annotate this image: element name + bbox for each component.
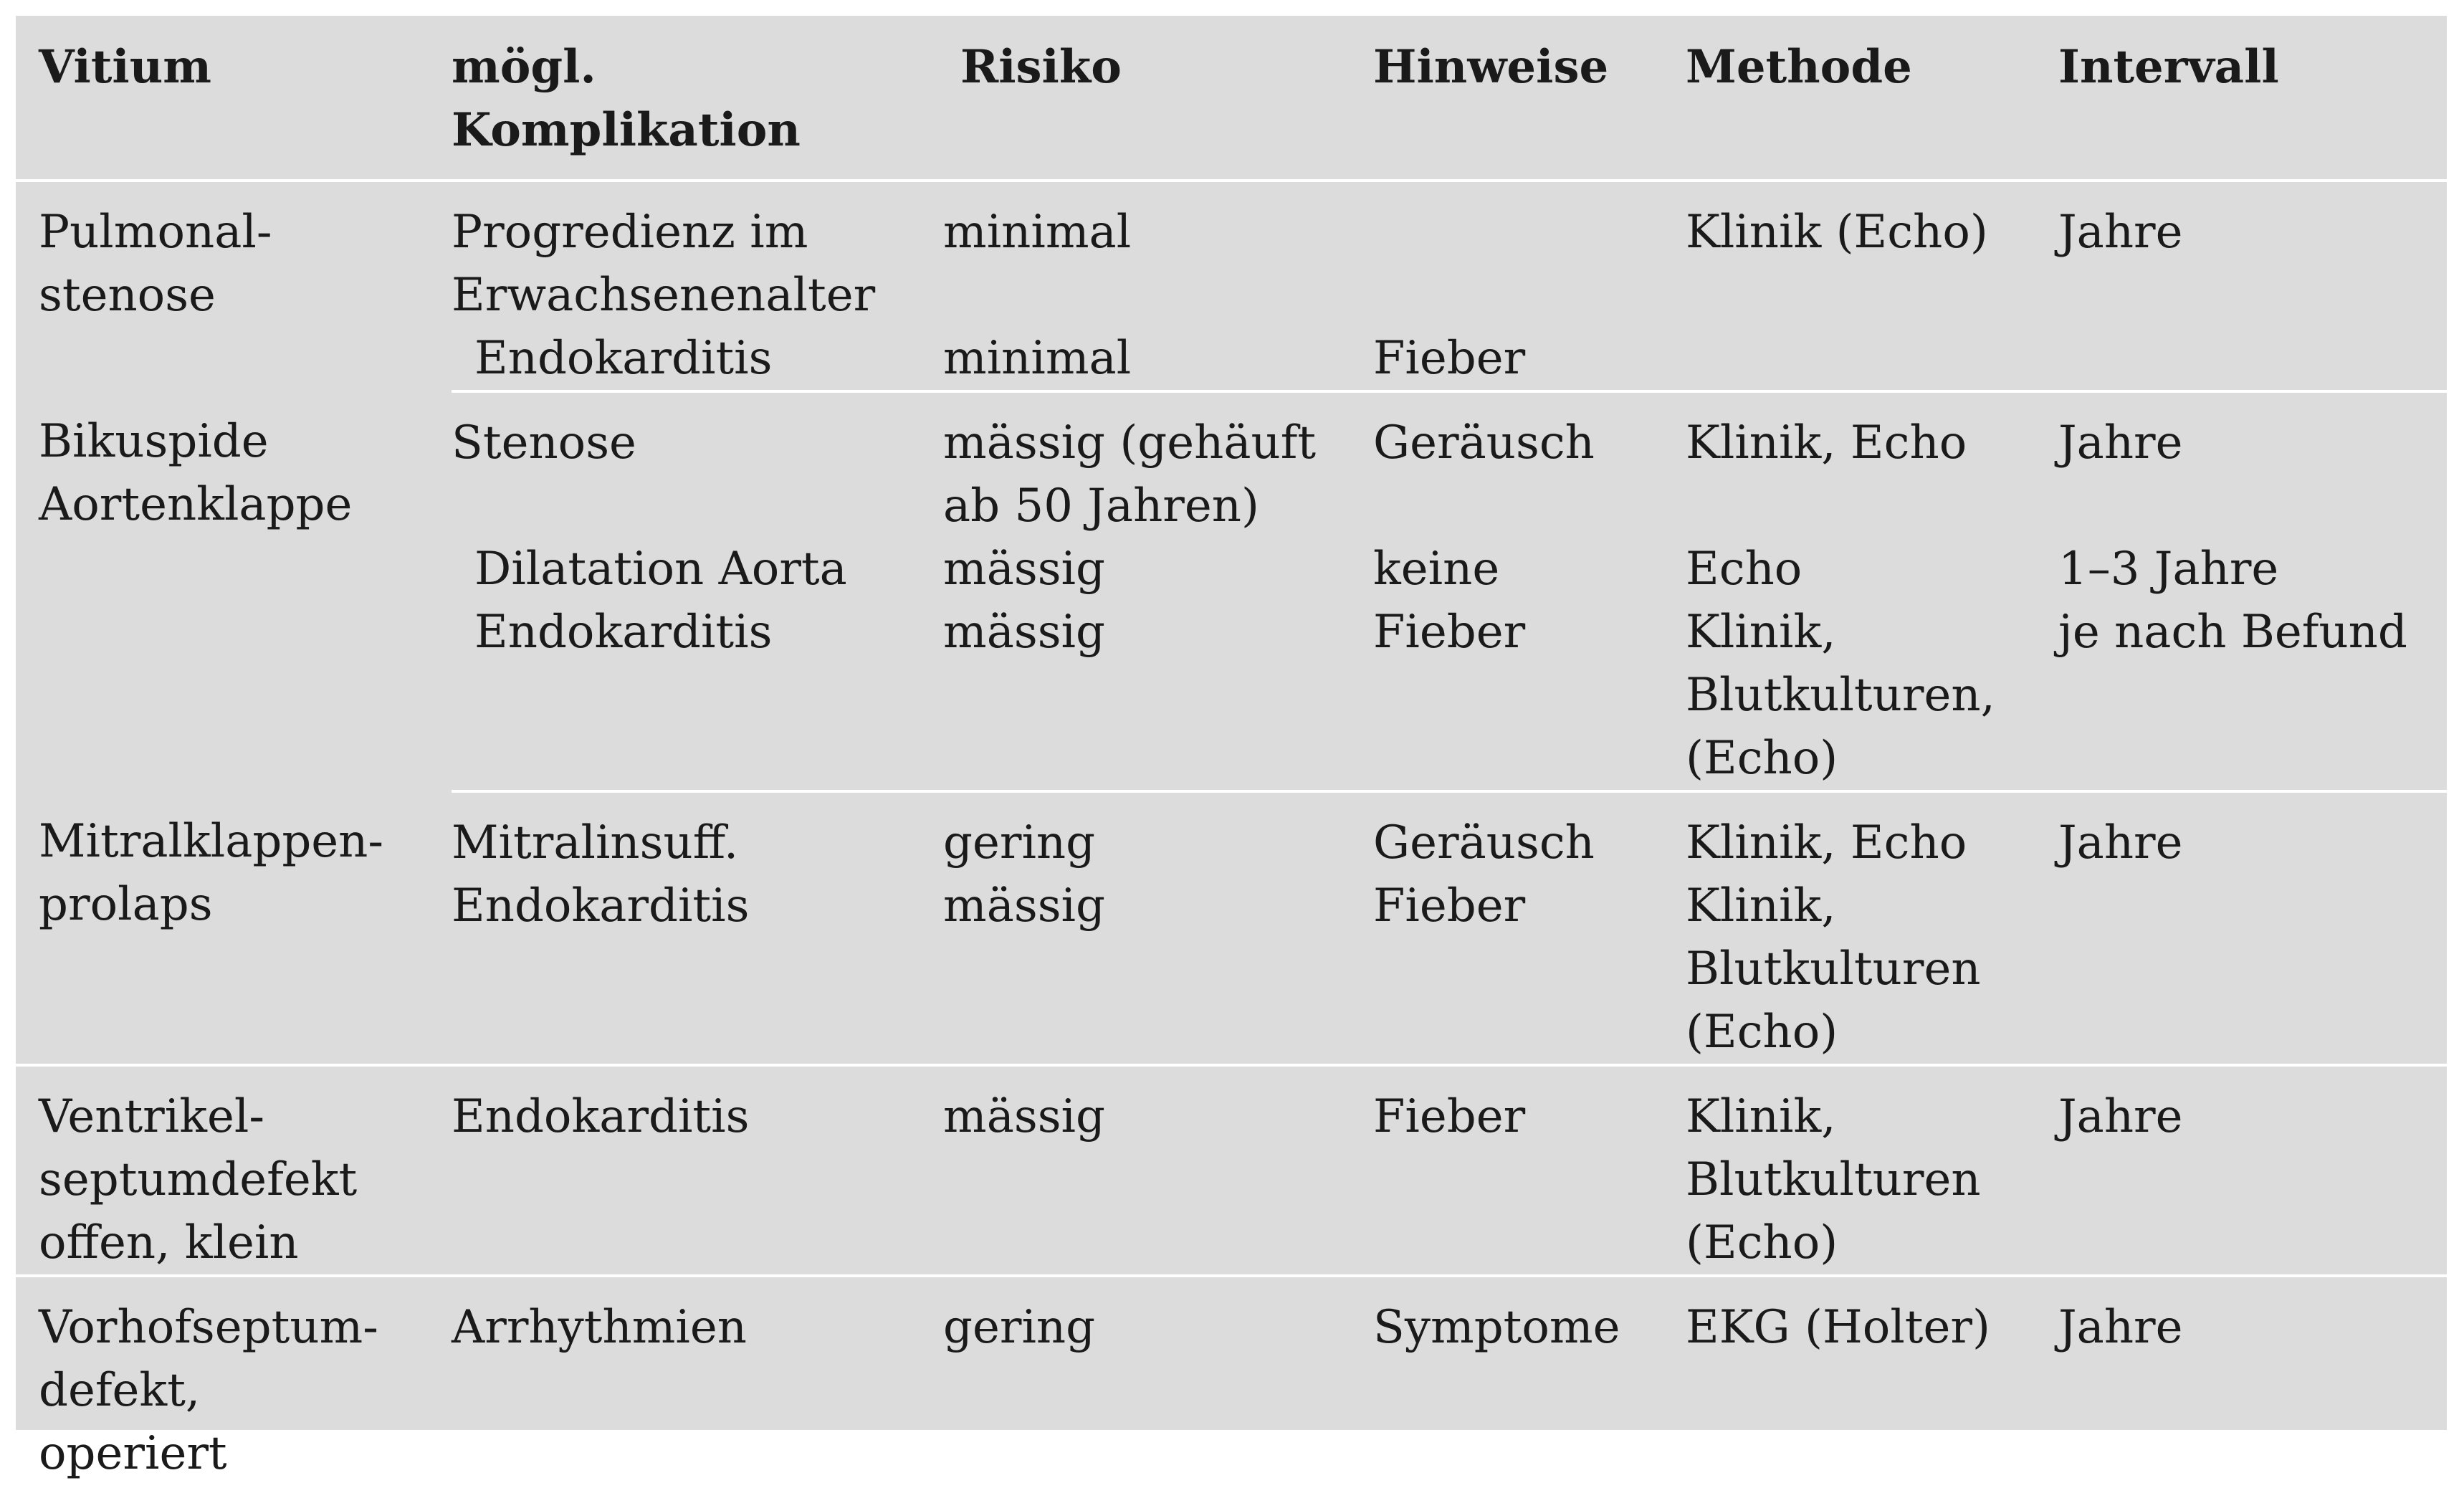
cell-line: defekt, [39,1364,201,1417]
cell-line: Jahre [2058,816,2183,869]
cell-line: mässig [943,543,1105,596]
cell-line: Klinik, [1686,606,1836,659]
cell-komplikation [452,181,943,327]
cell-komplikation [452,1276,943,1487]
cell-hinweise [1373,791,1686,1065]
cell-line: Bikuspide [39,415,269,468]
cell-intervall [2058,391,2447,538]
header-risiko [943,16,1373,181]
cell-line: EKG (Holter) [1686,1301,1990,1354]
cell-line: (Echo) [1686,1216,1838,1269]
cell-hinweise [1373,1276,1686,1487]
cell-komplikation [452,1065,943,1276]
cell-line: Ventrikel- [39,1090,264,1143]
table-row [16,1276,2447,1487]
cell-line: prolaps [39,878,213,931]
cell-line: Fieber [1373,1090,1526,1143]
cell-line: Endokarditis [452,1090,750,1143]
cell-risiko [943,327,1373,391]
cell-line: Geräusch [1373,416,1595,469]
header-row [16,16,2447,181]
cell-hinweise [1373,538,1686,791]
cell-line: mässig (gehäuft [943,416,1317,469]
cell-line: Mitralklappen- [39,815,383,868]
header-komplikation-line-1: mögl. [452,40,596,94]
cell-vitium [16,181,452,391]
cell-vitium [16,1276,452,1487]
cell-line: Vorhofseptum- [39,1301,378,1354]
cell-methode [1686,391,2058,538]
cell-line: Erwachsenenalter [452,269,876,322]
table-panel [16,16,2447,1480]
header-methode-line: Methode [1686,40,1912,94]
cell-vitium [16,391,452,791]
cell-risiko [943,791,1373,1065]
cell-line: Jahre [2058,1090,2183,1143]
header-vitium [16,16,452,181]
cell-line: je nach Befund [2058,606,2407,659]
cell-komplikation [452,538,943,791]
header-vitium-line: Vitium [39,40,211,94]
cell-line: ab 50 Jahren) [943,480,1259,533]
cell-line: mässig [943,606,1105,659]
header-hinweise [1373,16,1686,181]
cell-methode [1686,181,2058,327]
cell-intervall [2058,1276,2447,1487]
cell-line: gering [943,816,1096,869]
cell-line: 1–3 Jahre [2058,543,2279,596]
cell-line: Dilatation Aorta [474,543,847,596]
header-intervall [2058,16,2447,181]
cell-line: Blutkulturen [1686,1153,1981,1206]
header-intervall-line: Intervall [2058,40,2279,94]
cell-intervall [2058,791,2447,1065]
vitium-table [16,16,2447,1488]
cell-risiko [943,538,1373,791]
cell-line: mässig [943,1090,1105,1143]
table-row [16,181,2447,327]
cell-line: mässig [943,879,1105,933]
cell-vitium [16,1065,452,1276]
cell-line: Blutkulturen, [1686,669,1995,722]
cell-line: stenose [39,269,216,322]
cell-hinweise [1373,327,1686,391]
cell-line: Geräusch [1373,816,1595,869]
cell-line: Fieber [1373,606,1526,659]
header-hinweise-line: Hinweise [1373,40,1609,94]
table-row [16,1065,2447,1276]
cell-risiko [943,1276,1373,1487]
cell-line: Endokarditis [474,332,773,385]
cell-line: Blutkulturen [1686,943,1981,996]
cell-line: Klinik, Echo [1686,816,1967,869]
cell-methode [1686,538,2058,791]
cell-line: Klinik, [1686,1090,1836,1143]
cell-methode [1686,791,2058,1065]
cell-line: Mitralinsuff. [452,816,739,869]
cell-line: (Echo) [1686,732,1838,785]
cell-intervall [2058,181,2447,327]
cell-line: Arrhythmien [452,1301,747,1354]
cell-methode [1686,1065,2058,1276]
cell-line: Fieber [1373,332,1526,385]
cell-line: Jahre [2058,416,2183,469]
cell-methode [1686,327,2058,391]
cell-intervall [2058,1065,2447,1276]
cell-line: Stenose [452,416,636,469]
cell-komplikation [452,791,943,1065]
header-methode [1686,16,2058,181]
cell-hinweise [1373,391,1686,538]
cell-risiko [943,1065,1373,1276]
cell-line: Aortenklappe [39,478,353,531]
cell-line: septumdefekt [39,1153,358,1206]
cell-line: Endokarditis [474,606,773,659]
cell-komplikation [452,391,943,538]
cell-line: keine [1373,543,1500,596]
table-body [16,181,2447,1487]
cell-risiko [943,391,1373,538]
cell-line: Klinik, Echo [1686,416,1967,469]
header-komplikation-line-2: Komplikation [452,103,801,157]
cell-line: Jahre [2058,1301,2183,1354]
cell-line: Pulmonal- [39,206,272,259]
cell-line: minimal [943,206,1132,259]
header-komplikation [452,16,943,181]
cell-line: (Echo) [1686,1006,1838,1059]
cell-line: Symptome [1373,1301,1620,1354]
cell-line: Jahre [2058,206,2183,259]
cell-line: gering [943,1301,1096,1354]
cell-vitium [16,791,452,1065]
cell-line: offen, klein [39,1216,299,1269]
cell-line: minimal [943,332,1132,385]
cell-line: Fieber [1373,879,1526,933]
cell-intervall [2058,538,2447,791]
cell-hinweise [1373,1065,1686,1276]
cell-line: Progredienz im [452,206,808,259]
cell-methode [1686,1276,2058,1487]
cell-komplikation [452,327,943,391]
cell-line: Klinik (Echo) [1686,206,1988,259]
table-row [16,791,2447,1065]
cell-risiko [943,181,1373,327]
cell-line: Klinik, [1686,879,1836,933]
cell-line: Echo [1686,543,1802,596]
table-row [16,391,2447,538]
header-risiko-line: Risiko [960,40,1122,94]
cell-line: Endokarditis [452,879,750,933]
cell-hinweise [1373,181,1686,327]
cell-intervall [2058,327,2447,391]
cell-line: operiert [39,1427,227,1480]
